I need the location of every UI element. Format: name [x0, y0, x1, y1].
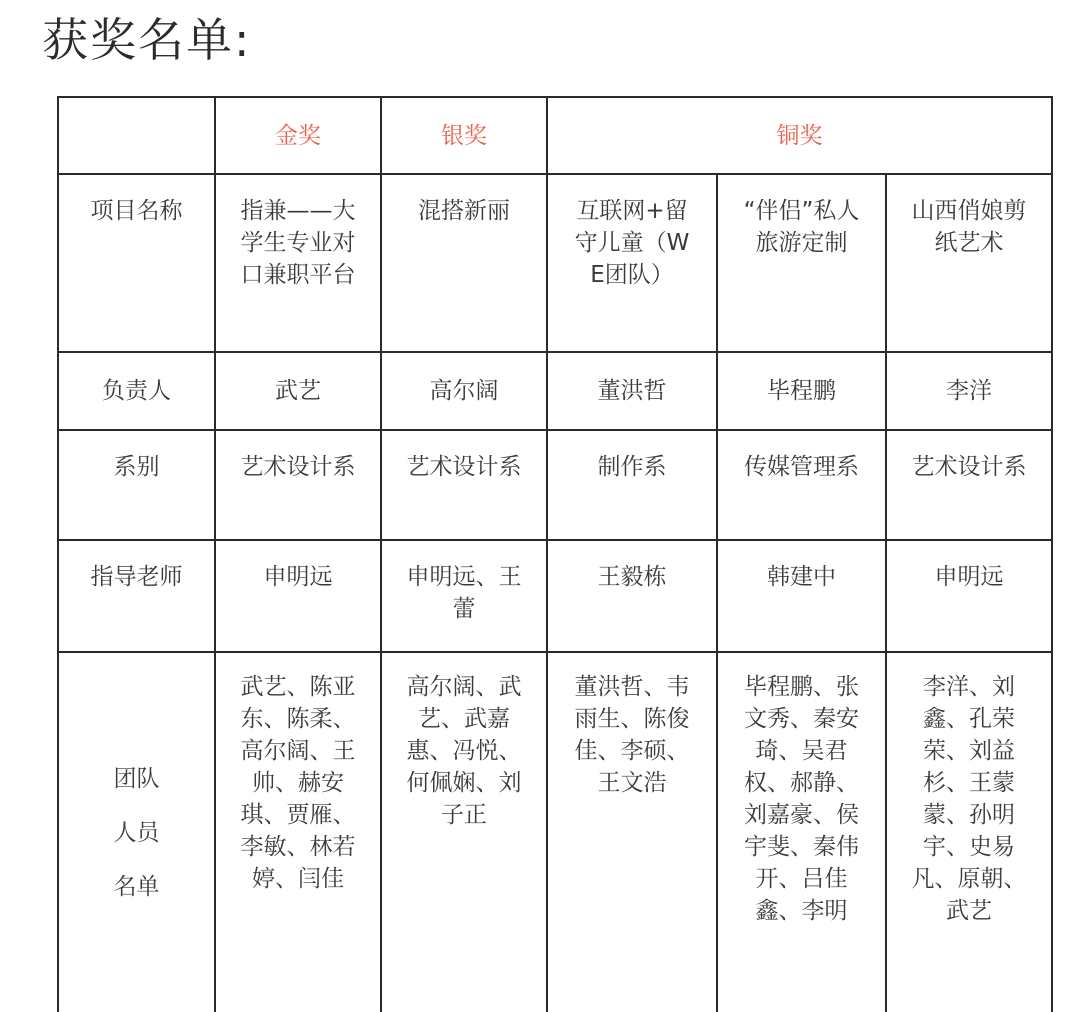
department-cell: 艺术设计系	[886, 430, 1052, 540]
advisor-cell: 申明远	[215, 540, 381, 652]
leader-cell: 李洋	[886, 352, 1052, 430]
row-header-project: 项目名称	[58, 174, 215, 352]
leader-row	[58, 352, 1052, 430]
team-cell: 武艺、陈亚东、陈柔、高尔阔、王帅、赫安琪、贾雁、李敏、林若婷、闫佳	[215, 652, 381, 1012]
leader-cell: 董洪哲	[547, 352, 717, 430]
department-cell: 传媒管理系	[717, 430, 886, 540]
department-cell: 制作系	[547, 430, 717, 540]
silver-award-header: 银奖	[381, 97, 547, 174]
row-header-team-line: 名单	[113, 873, 160, 900]
advisor-row	[58, 540, 1052, 652]
row-header-advisor: 指导老师	[58, 540, 215, 652]
team-cell: 毕程鹏、张文秀、秦安琦、吴君权、郝静、刘嘉豪、侯宇斐、秦伟开、吕佳鑫、李明	[717, 652, 886, 1012]
department-cell: 艺术设计系	[381, 430, 547, 540]
leader-cell: 毕程鹏	[717, 352, 886, 430]
team-cell: 李洋、刘鑫、孔荣荣、刘益杉、王蒙蒙、孙明宇、史易凡、原朝、武艺	[886, 652, 1052, 1012]
page-title: 获奖名单:	[42, 13, 252, 67]
team-cell: 高尔阔、武艺、武嘉惠、冯悦、何佩娴、刘子正	[381, 652, 547, 1012]
row-header-team-line: 团队	[113, 765, 160, 792]
project-cell: “伴侣”私人旅游定制	[717, 174, 886, 352]
row-header-leader: 负责人	[58, 352, 215, 430]
advisor-cell: 韩建中	[717, 540, 886, 652]
project-cell: 山西俏娘剪纸艺术	[886, 174, 1052, 352]
project-name-row	[58, 174, 1052, 352]
row-header-team-line: 人员	[113, 819, 160, 846]
leader-cell: 高尔阔	[381, 352, 547, 430]
advisor-cell: 申明远、王蕾	[381, 540, 547, 652]
bronze-award-header: 铜奖	[547, 97, 1052, 174]
row-header-department: 系别	[58, 430, 215, 540]
advisor-cell: 王毅栋	[547, 540, 717, 652]
award-level-row	[58, 97, 1052, 174]
department-row	[58, 430, 1052, 540]
project-cell: 混搭新丽	[381, 174, 547, 352]
row-header-team	[58, 652, 215, 1012]
department-cell: 艺术设计系	[215, 430, 381, 540]
team-cell: 董洪哲、韦雨生、陈俊佳、李硕、王文浩	[547, 652, 717, 1012]
awards-table	[57, 96, 1053, 1012]
leader-cell: 武艺	[215, 352, 381, 430]
project-cell: 指兼——大学生专业对口兼职平台	[215, 174, 381, 352]
project-cell: 互联网+留守儿童（WE团队）	[547, 174, 717, 352]
empty-corner-cell	[58, 97, 215, 174]
advisor-cell: 申明远	[886, 540, 1052, 652]
team-members-row	[58, 652, 1052, 1012]
gold-award-header: 金奖	[215, 97, 381, 174]
